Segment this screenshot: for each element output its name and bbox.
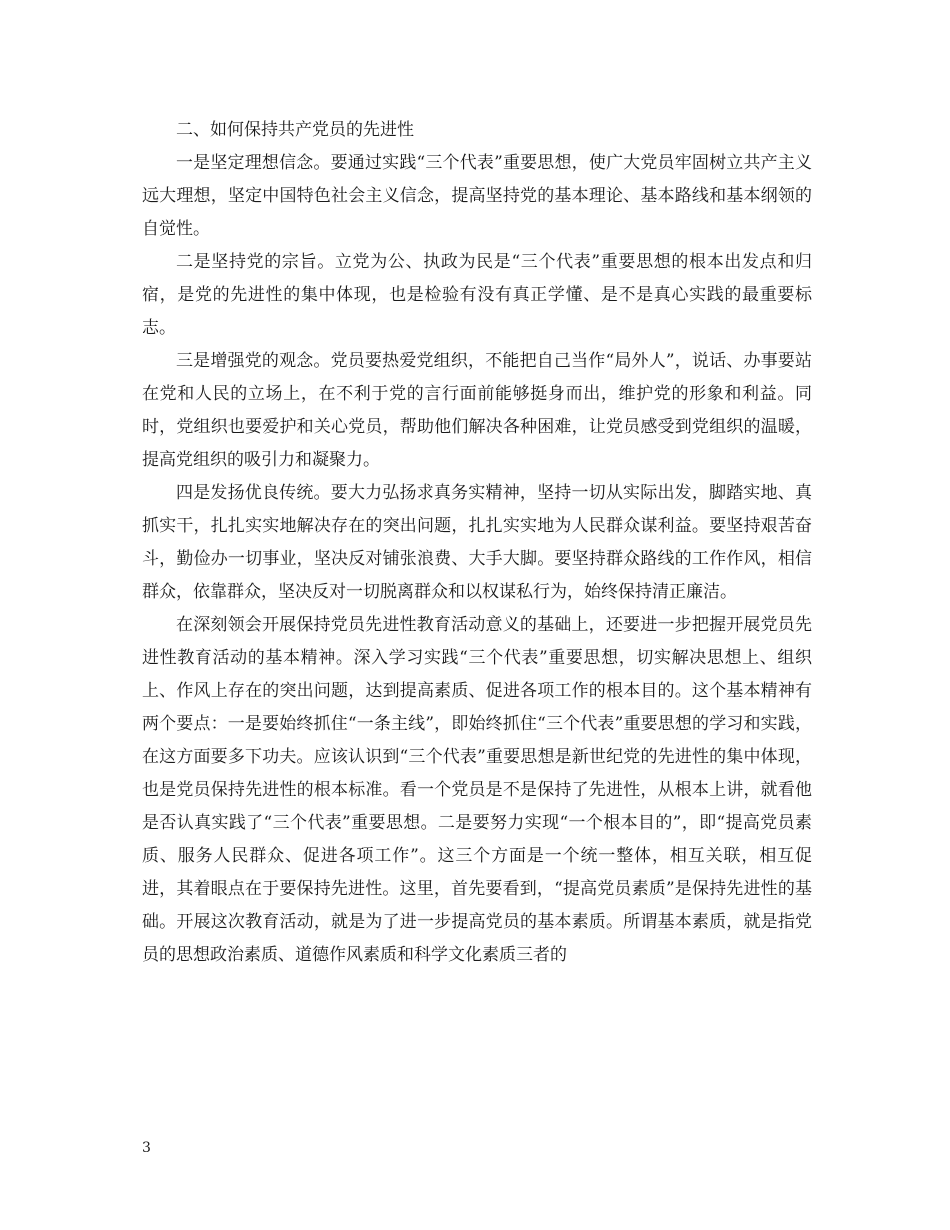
- page-number: 3: [142, 1140, 151, 1156]
- paragraph-4: 四是发扬优良传统。要大力弘扬求真务实精神，坚持一切从实际出发，脚踏实地、真抓实干，扎扎实实地解决存在的突出问题，扎扎实实地为人民群众谋利益。要坚持艰苦奋斗，勤俭办一切事业，坚决反对铺张浪费、大手大脚。要坚持群众路线的工作作风，相信群众，依靠群众，坚决反对一切脱离群众和以权谋私行为，始终保持清正廉洁。: [142, 483, 812, 602]
- paragraph-5: 在深刻领会开展保持党员先进性教育活动意义的基础上，还要进一步把握开展党员先进性教育活动的基本精神。深入学习实践“三个代表”重要思想，切实解决思想上、组织上、作风上存在的突出问题，达到提高素质、促进各项工作的根本目的。这个基本精神有两个要点：一是要始终抓住“一条主线”，即始终抓住“三个代表”重要思想的学习和实践，在这方面要多下功夫。应该认识到“三个代表”重要思想是新世纪党的先进性的集中体现，也是党员保持先进性的根本标准。看一个党员是不是保持了先进性，从根本上讲，就看他是否认真实践了“三个代表”重要思想。二是要努力实现“一个根本目的”，即“提高党员素质、服务人民群众、促进各项工作”。这三个方面是一个统一整体，相互关联，相互促进，其着眼点在于要保持先进性。这里，首先要看到，“提高党员素质”是保持先进性的基础。开展这次教育活动，就是为了进一步提高党员的基本素质。所谓基本素质，就是指党员的思想政治素质、道德作风素质和科学文化素质三者的: [142, 615, 812, 965]
- section-heading: 二、如何保持共产党员的先进性: [176, 120, 414, 140]
- document-body: [142, 114, 812, 972]
- paragraph-2: 二是坚持党的宗旨。立党为公、执政为民是“三个代表”重要思想的根本出发点和归宿，是党的先进性的集中体现，也是检验有没有真正学懂、是不是真心实践的最重要标志。: [142, 252, 812, 338]
- paragraph-3: 三是增强党的观念。党员要热爱党组织，不能把自己当作“局外人”，说话、办事要站在党和人民的立场上，在不利于党的言行面前能够挺身而出，维护党的形象和利益。同时，党组织也要爱护和关心党员，帮助他们解决各种困难，让党员感受到党组织的温暖，提高党组织的吸引力和凝聚力。: [142, 351, 812, 470]
- paragraph-1: 一是坚定理想信念。要通过实践“三个代表”重要思想，使广大党员牢固树立共产主义远大理想，坚定中国特色社会主义信念，提高坚持党的基本理论、基本路线和基本纲领的自觉性。: [142, 153, 812, 239]
